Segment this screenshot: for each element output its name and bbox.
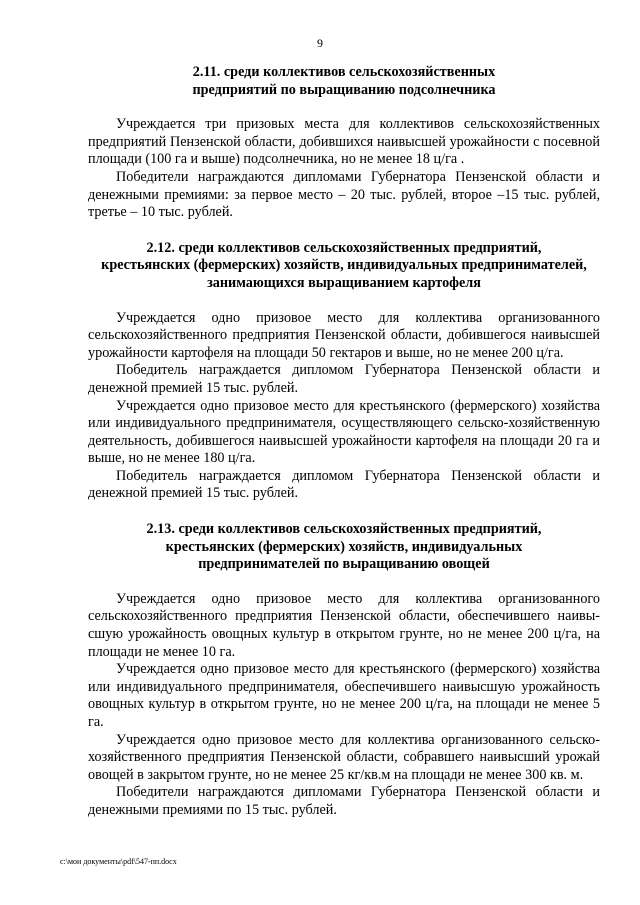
paragraph: Учреждается одно призовое место для крестьянского (фермерского) хозяйства или индивидуального предпринимателя, осуществляющего сельско-хозяйственную деятельность, добившегося наивысшей урожайности картофеля на площади 20 га и выше, но не менее 180 ц/га. [88,397,600,467]
section-2-13 [88,521,600,820]
paragraph: Учреждается одно призовое место для коллектива организованного сельскохозяйственного предприятия Пензенской области, обеспечившего наивы-сшую урожайность овощных культур в открытом грунте, но не менее 200 ц/га, на площади не менее 10 га. [88,590,600,660]
section-title-line: 2.12. среди коллективов сельскохозяйственных предприятий, [146,239,542,256]
document-body [88,64,600,820]
footer-file-path: c:\мои документы\pdf\547-пп.docx [60,857,177,866]
paragraph: Победители награждаются дипломами Губернатора Пензенской области и денежными премиями по 15 тыс. рублей. [88,784,600,818]
section-2-11 [88,64,600,222]
section-title-line: 2.13. среди коллективов сельскохозяйственных предприятий, [146,521,542,538]
section-title-line: занимающихся выращиванием картофеля [207,274,481,291]
paragraph: Учреждается одно призовое место для коллектива организованного сельскохозяйственного предприятия Пензенской области, добившегося наивысшей урожайности картофеля на площади 50 гектаров и выше, но не менее 200 ц/га. [88,309,600,361]
section-title-line: крестьянских (фермерских) хозяйств, индивидуальных предпринимателей, [101,257,587,274]
section-title-line: крестьянских (фермерских) хозяйств, индивидуальных [165,538,523,555]
paragraph: Учреждается три призовых места для коллективов сельскохозяйственных предприятий Пензенской области, добившихся наивысшей урожайности с посевной площади (100 га и выше) подсолнечника, но не менее 18 ц/га . [88,116,600,168]
paragraph: Учреждается одно призовое место для крестьянского (фермерского) хозяйства или индивидуального предпринимателя, обеспечившего наивысшую урожайность овощных культур в открытом грунте, но не менее 200 ц/га, на площади не менее 5 га. [88,661,600,730]
paragraph: Победитель награждается дипломом Губернатора Пензенской области и денежной премией 15 тыс. рублей. [88,362,600,396]
section-title [88,521,600,574]
paragraph: Победители награждаются дипломами Губернатора Пензенской области и денежными премиями: за первое место – 20 тыс. рублей, второе –15 тыс. рублей, третье – 10 тыс. рублей. [88,168,600,221]
section-title [88,64,600,99]
paragraph: Учреждается одно призовое место для коллектива организованного сельско-хозяйственного предприятия Пензенской области, собравшего наивысший урожай овощей в закрытом грунте, но не менее 25 кг/кв.м на площади не менее 300 кв. м. [88,731,600,783]
page-number: 9 [317,36,323,50]
section-title-line: предприятий по выращиванию подсолнечника [192,81,496,98]
paragraph: Победитель награждается дипломом Губернатора Пензенской области и денежной премией 15 тыс. рублей. [88,467,600,502]
section-title-line: 2.11. среди коллективов сельскохозяйственных [192,64,496,80]
section-title-line: предпринимателей по выращиванию овощей [198,556,490,573]
section-title [88,240,600,293]
section-2-12 [88,240,600,503]
